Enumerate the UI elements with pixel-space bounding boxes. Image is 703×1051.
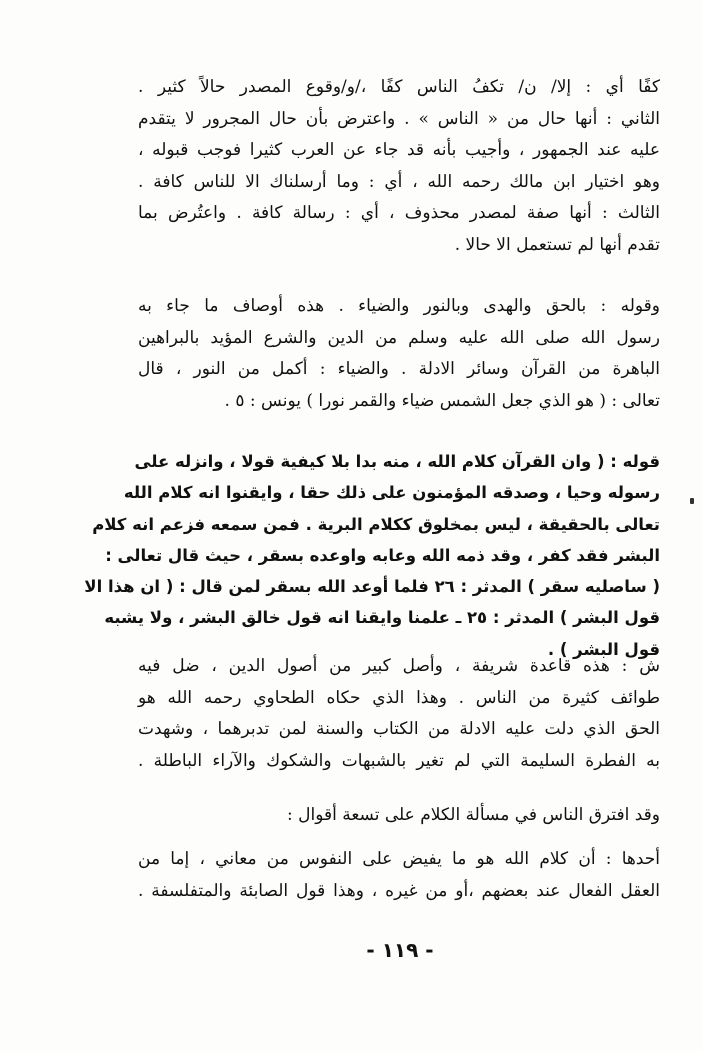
text-line: رسوله وحيا ، وصدقه المؤمنون على ذلك حقا ، وايقنوا انه كلام الله — [123, 483, 660, 503]
text-line: ( ساصليه سقر ) المدثر : ٢٦ فلما أوعد الله بسقر لمن قال : ( ان هذا الا — [84, 577, 660, 597]
text-line: أحدها : أن كلام الله هو ما يفيض على النفوس من معاني ، إما من — [138, 849, 660, 869]
text-line: قول البشر ) المدثر : ٢٥ ـ علمنا وايقنا انه قول خالق البشر ، ولا يشبه — [104, 608, 660, 628]
matn-quote-paragraph — [84, 446, 660, 665]
text-line: عليه عند الجمهور ، وأجيب بأنه قد جاء عن العرب كثيرا فوجب قبوله ، — [138, 140, 660, 160]
scan-edge-mark — [690, 498, 694, 504]
page-number: - ١١٩ - — [366, 938, 434, 962]
text-line: الحق الذي دلت عليه الادلة من الكتاب والسنة لمن تدبرهما ، وشهدت — [138, 719, 660, 739]
text-line: وقوله : بالحق والهدى وبالنور والضياء . هذه أوصاف ما جاء به — [138, 296, 660, 316]
text-line: قول البشر ) . — [547, 639, 660, 659]
text-line: العقل الفعال عند بعضهم ،أو من غيره ، وهذا قول الصابئة والمتفلسفة . — [138, 880, 660, 901]
paragraph-sharh — [138, 651, 660, 777]
text-line: قوله : ( وان القرآن كلام الله ، منه بدا بلا كيفية قولا ، وانزله على — [134, 452, 660, 471]
paragraph-first-saying — [138, 844, 660, 907]
text-line: ش : هذه قاعدة شريفة ، وأصل كبير من أصول الدين ، ضل فيه — [138, 656, 660, 676]
text-line: وقد افترق الناس في مسألة الكلام على تسعة أقوال : — [287, 805, 660, 825]
text-line: به الفطرة السليمة التي لم تغير بالشبهات والشكوك والآراء الباطلة . — [138, 750, 660, 771]
paragraph-nine-sayings — [138, 800, 660, 832]
text-line: الثالث : أنها صفة لمصدر محذوف ، أي : رسالة كافة . واعتُرض بما — [138, 203, 660, 223]
text-line: رسول الله صلى الله عليه وسلم من الدين والشرع المؤيد بالبراهين — [138, 327, 660, 348]
text-line: كفًا أي : إلا/ ن/ تكفُ الناس كفًا ،/و/وقوع المصدر حالاً كثير . — [138, 77, 660, 97]
paragraph-haqq-huda — [138, 291, 660, 417]
text-line: وهو اختيار ابن مالك رحمه الله ، أي : وما أرسلناك الا للناس كافة . — [138, 171, 660, 192]
text-line: تقدم أنها لم تستعمل الا حالا . — [454, 234, 660, 255]
text-line: طوائف كثيرة من الناس . وهذا الذي حكاه الطحاوي رحمه الله هو — [138, 687, 660, 708]
text-line: تعالى : ( هو الذي جعل الشمس ضياء والقمر نورا ) يونس : ٥ . — [224, 390, 660, 411]
paragraph-kaffatan — [138, 72, 660, 261]
text-line: الباهرة من القرآن وسائر الادلة . والضياء : أكمل من النور ، قال — [138, 359, 660, 379]
text-line: الثاني : أنها حال من « الناس » . واعترض بأن حال المجرور لا يتقدم — [138, 108, 660, 129]
text-line: تعالى بالحقيقة ، ليس بمخلوق ككلام البرية . فمن سمعه فزعم انه كلام — [92, 514, 660, 534]
text-line: البشر فقد كفر ، وقد ذمه الله وعابه واوعده بسقر ، حيث قال تعالى : — [105, 545, 660, 565]
